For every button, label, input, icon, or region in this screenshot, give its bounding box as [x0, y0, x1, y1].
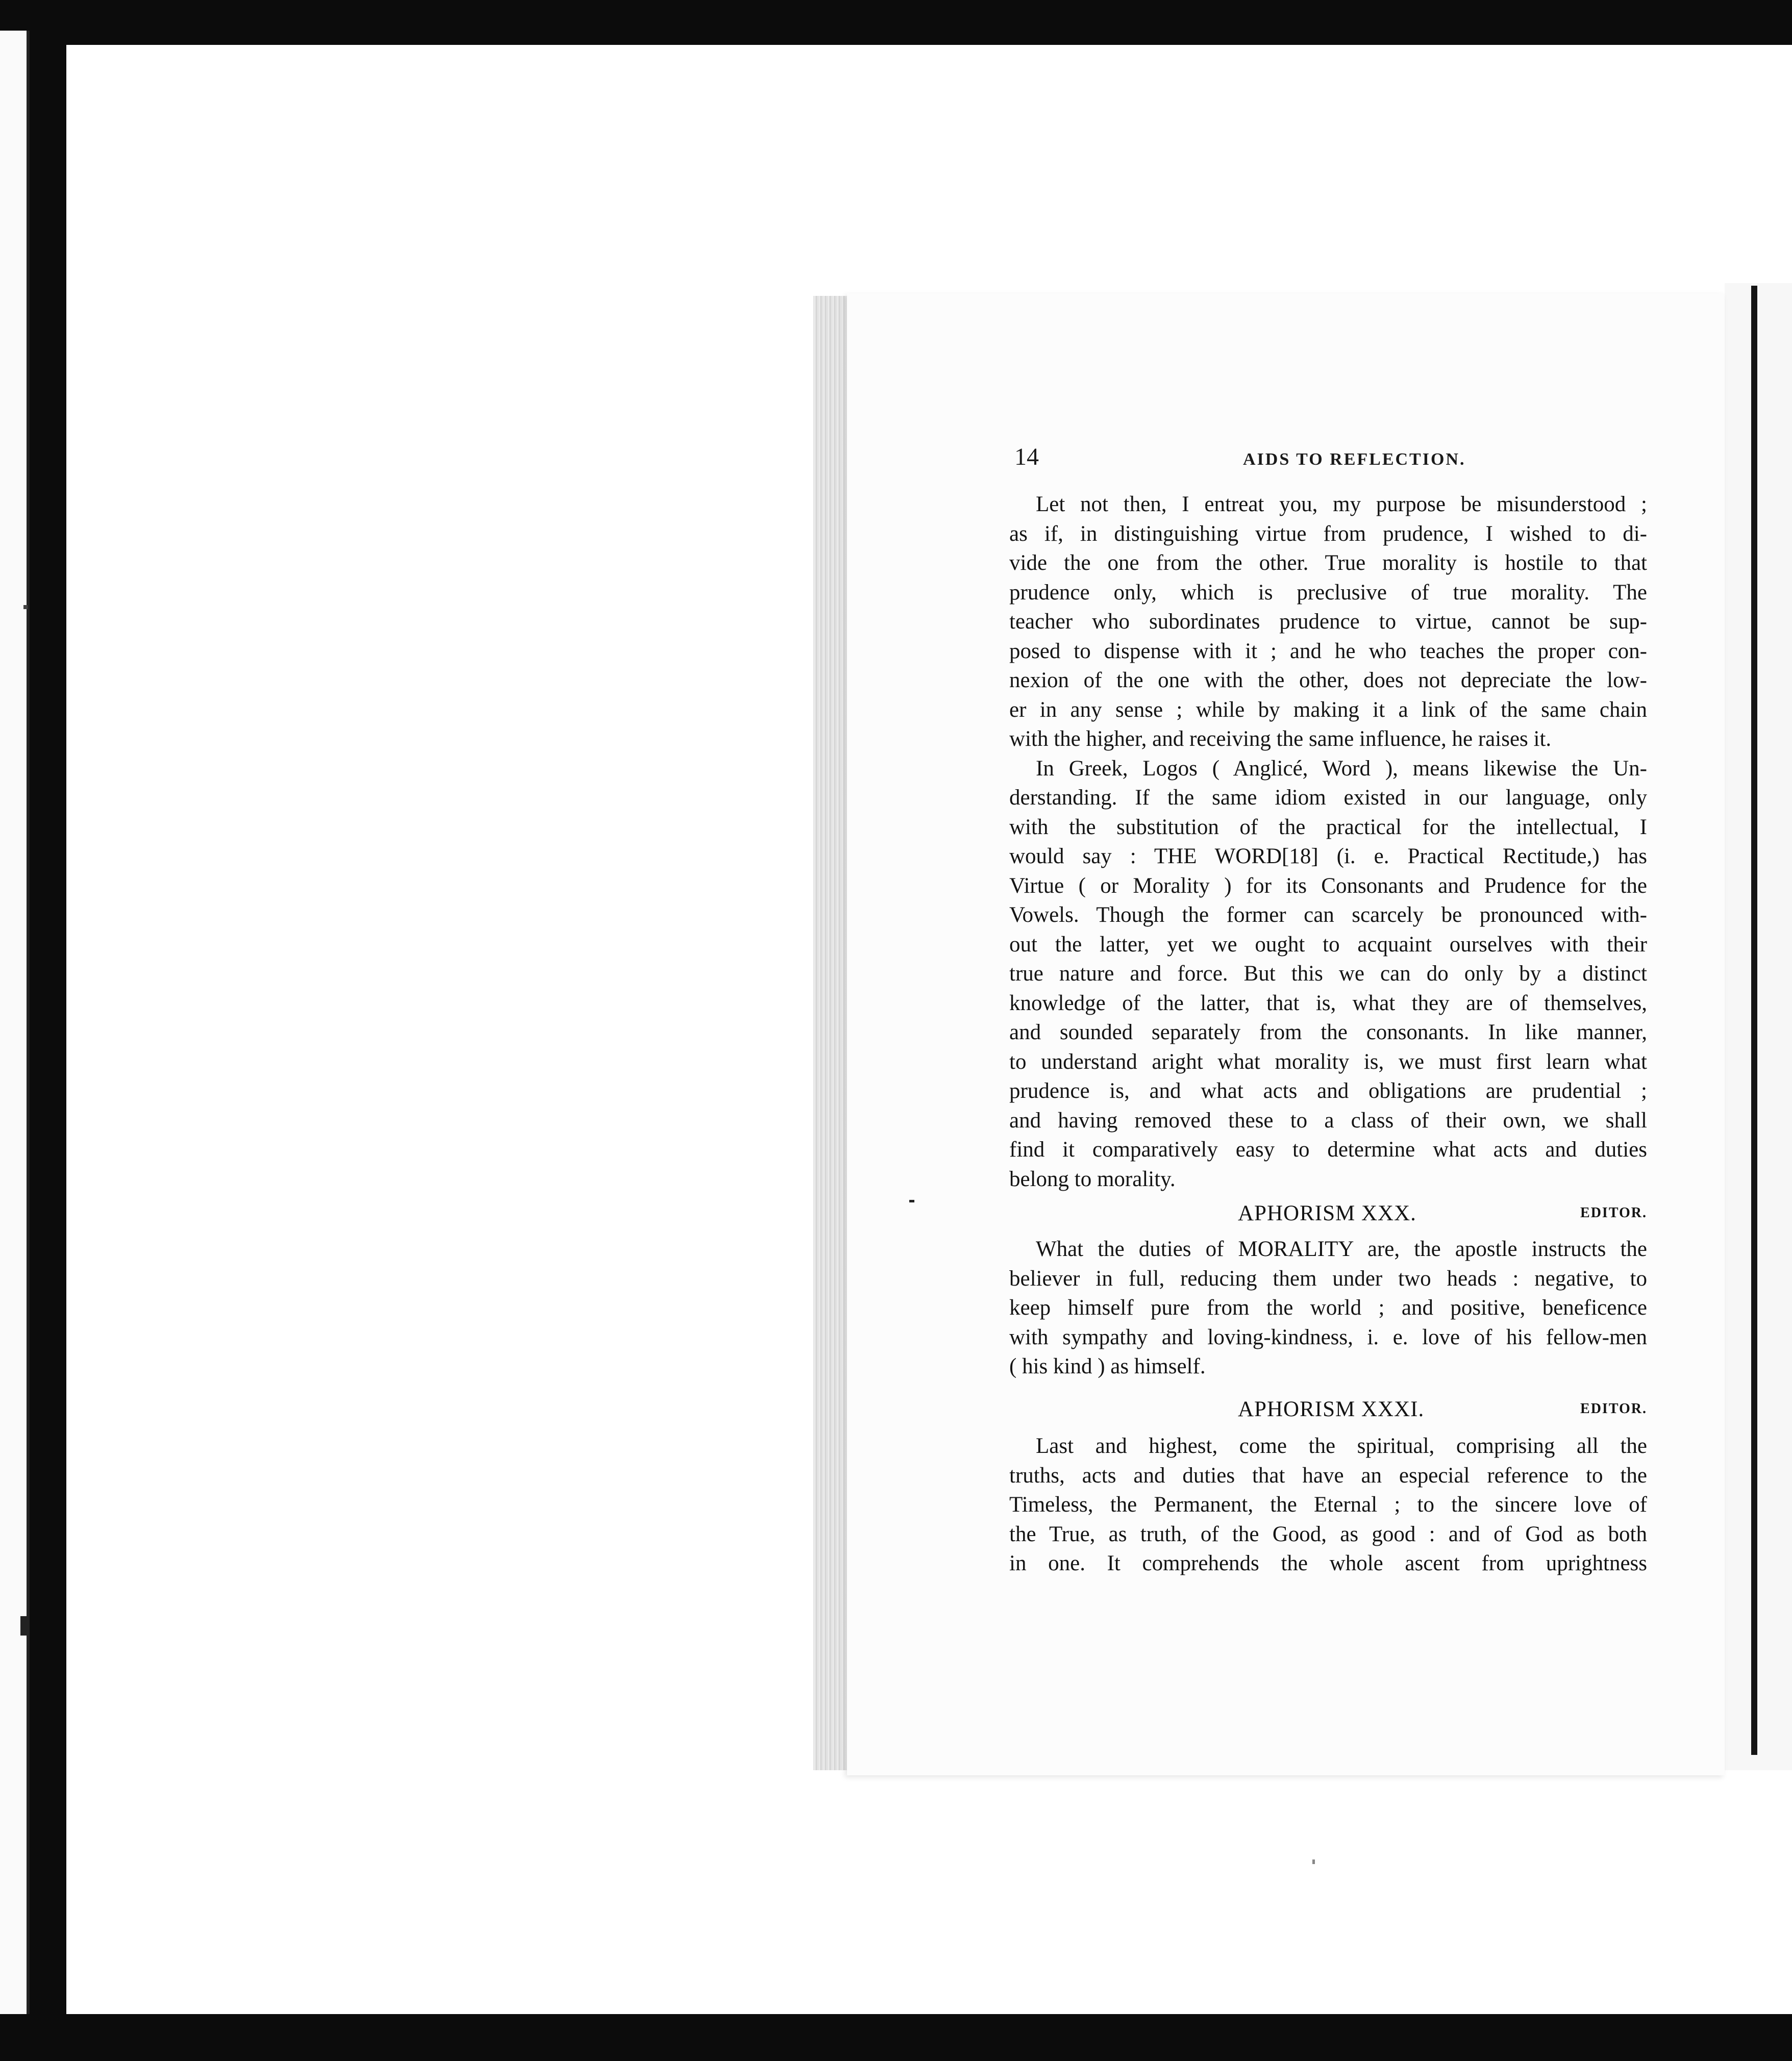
text-line: Virtue ( or Morality ) for its Consonants and Prudence for the — [1009, 873, 1647, 898]
text-line: knowledge of the latter, that is, what they are of themselves, — [1009, 991, 1647, 1015]
text-line: and sounded separately from the consonants. In like manner, — [1009, 1020, 1647, 1044]
dust-speck — [1312, 1859, 1315, 1864]
text-line: believer in full, reducing them under two heads : negative, to — [1009, 1266, 1647, 1291]
text-line: out the latter, yet we ought to acquaint ourselves with their — [1009, 932, 1647, 957]
text-line: with the substitution of the practical for the intellectual, I — [1009, 815, 1647, 839]
text-line: nexion of the one with the other, does not depreciate the low- — [1009, 668, 1647, 692]
aphorism-title: APHORISM XXX. — [1238, 1201, 1416, 1225]
margin-mark — [909, 1200, 914, 1202]
running-title: AIDS TO REFLECTION. — [1243, 450, 1466, 469]
text-line: What the duties of MORALITY are, the apostle instructs the — [1036, 1237, 1647, 1261]
page-number: 14 — [1014, 443, 1039, 470]
page-clip-mark — [20, 1616, 29, 1636]
text-line: Vowels. Though the former can scarcely be pronounced with- — [1009, 903, 1647, 927]
text-line: find it comparatively easy to determine what acts and duties — [1009, 1138, 1647, 1162]
text-line: prudence only, which is preclusive of true morality. The — [1009, 580, 1647, 605]
aphorism-31-text — [1009, 1431, 1647, 1578]
text-line: belong to morality. — [1009, 1167, 1176, 1191]
scan-border-top — [0, 0, 1792, 45]
text-line: with the higher, and receiving the same influence, he raises it. — [1009, 727, 1552, 751]
aphorism-30-text — [1009, 1235, 1647, 1381]
text-line: the True, as truth, of the Good, as good : and of God as both — [1009, 1522, 1647, 1546]
text-line: posed to dispense with it ; and he who teaches the proper con- — [1009, 639, 1647, 663]
text-line: Let not then, I entreat you, my purpose be misunderstood ; — [1036, 492, 1647, 516]
text-line: In Greek, Logos ( Anglicé, Word ), means likewise the Un- — [1036, 756, 1647, 781]
text-line: er in any sense ; while by making it a link of the same chain — [1009, 697, 1647, 722]
paragraph-block-1 — [1009, 490, 1647, 1194]
adjacent-page-strip — [0, 31, 30, 2015]
aphorism-attribution: EDITOR. — [1580, 1205, 1647, 1221]
text-line: Last and highest, come the spiritual, comprising all the — [1036, 1434, 1647, 1458]
aphorism-30-heading — [1009, 1201, 1647, 1231]
text-line: would say : THE WORD[18] (i. e. Practical Rectitude,) has — [1009, 844, 1647, 868]
text-line: true nature and force. But this we can do only by a distinct — [1009, 962, 1647, 986]
aphorism-title: APHORISM XXXI. — [1238, 1397, 1425, 1421]
scan-border-bottom — [0, 2014, 1792, 2061]
text-line: teacher who subordinates prudence to virtue, cannot be sup- — [1009, 610, 1647, 634]
text-line: and having removed these to a class of their own, we shall — [1009, 1108, 1647, 1133]
text-line: vide the one from the other. True morality is hostile to that — [1009, 551, 1647, 575]
text-line: truths, acts and duties that have an especial reference to the — [1009, 1463, 1647, 1488]
text-line: as if, in distinguishing virtue from prudence, I wished to di- — [1009, 521, 1647, 546]
text-line: prudence is, and what acts and obligations are prudential ; — [1009, 1079, 1647, 1103]
aphorism-attribution: EDITOR. — [1580, 1401, 1647, 1417]
book-spine-shadow — [1751, 286, 1757, 1755]
aphorism-31-heading — [1009, 1397, 1647, 1427]
text-line: to understand aright what morality is, we must first learn what — [1009, 1049, 1647, 1074]
text-line: Timeless, the Permanent, the Eternal ; to the sincere love of — [1009, 1493, 1647, 1517]
text-line: in one. It comprehends the whole ascent from uprightness — [1009, 1551, 1647, 1575]
text-line: derstanding. If the same idiom existed in our language, only — [1009, 786, 1647, 810]
page-dust-mark — [23, 605, 28, 609]
text-line: ( his kind ) as himself. — [1009, 1354, 1206, 1378]
facing-page-edge — [1725, 283, 1792, 1770]
text-line: with sympathy and loving-kindness, i. e. love of his fellow-men — [1009, 1325, 1647, 1349]
text-line: keep himself pure from the world ; and positive, beneficence — [1009, 1296, 1647, 1320]
